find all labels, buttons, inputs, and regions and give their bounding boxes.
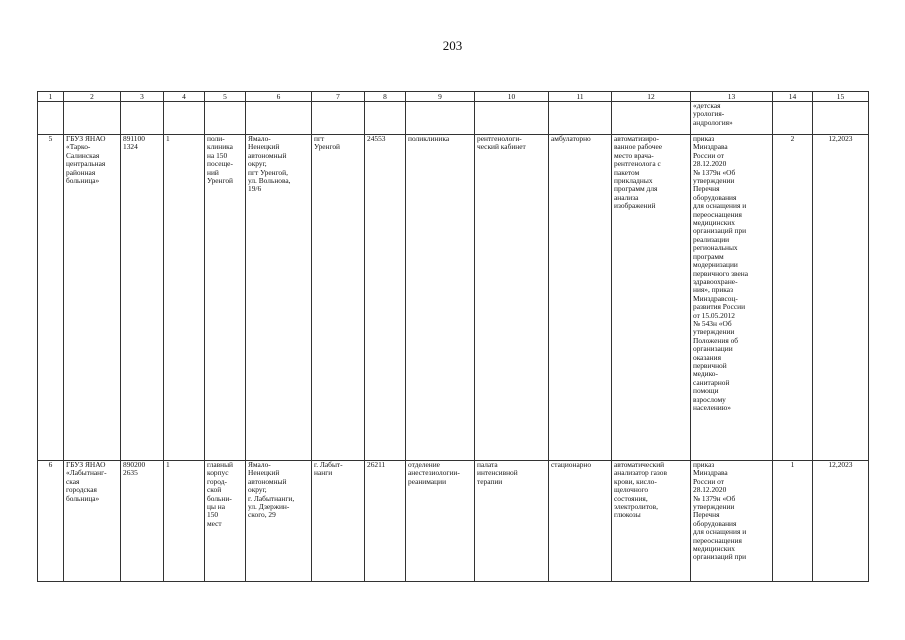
legal-basis-cell: «детская урология- андрология»	[691, 102, 773, 135]
column-header: 2	[64, 92, 121, 102]
column-header: 1	[38, 92, 64, 102]
count-cell: 1	[164, 135, 205, 461]
table-cell	[121, 102, 164, 135]
department-cell: поликлиника	[406, 135, 475, 461]
care-type-cell: стационарно	[549, 461, 612, 582]
row-number-cell: 5	[38, 135, 64, 461]
legal-basis-cell: приказ Минздрава России от 28.12.2020 № 1379н «Об утверждении Перечня оборудования для оснащения и переоснащения медицинских организаций при	[691, 461, 773, 582]
table-cell	[365, 102, 406, 135]
table-row	[38, 461, 869, 582]
quantity-cell: 1	[773, 461, 813, 582]
organization-cell: ГБУЗ ЯНАО «Лабытнанг- ская городская больница»	[64, 461, 121, 582]
table-cell	[64, 102, 121, 135]
deadline-cell: 12,2023	[813, 461, 869, 582]
row-number-cell: 6	[38, 461, 64, 582]
table-cell	[773, 102, 813, 135]
column-header: 12	[612, 92, 691, 102]
column-header: 7	[312, 92, 365, 102]
legal-basis-cell: приказ Минздрава России от 28.12.2020 № 1379н «Об утверждении Перечня оборудования для оснащения и переоснащения медицинских организаций при реализации региональных программ модернизации первичного звена здравоохране- ния», приказ Минздравсоц- развития России от 15.05.2012 № 543н «Об утверждении Положения об организации оказания первичной медико- санитарной помощи взрослому населению»	[691, 135, 773, 461]
settlement-cell: пгт Уренгой	[312, 135, 365, 461]
column-header: 9	[406, 92, 475, 102]
column-header: 13	[691, 92, 773, 102]
address-cell: Ямало- Ненецкий автономный округ, пгт Уренгой, ул. Вольнова, 19/6	[246, 135, 312, 461]
quantity-cell: 2	[773, 135, 813, 461]
table-cell	[475, 102, 549, 135]
organization-cell: ГБУЗ ЯНАО «Тарко- Салинская центральная районная больница»	[64, 135, 121, 461]
settlement-code-cell: 26211	[365, 461, 406, 582]
code-cell: 891100 1324	[121, 135, 164, 461]
column-header: 3	[121, 92, 164, 102]
column-header: 11	[549, 92, 612, 102]
table-cell	[549, 102, 612, 135]
table-cell	[205, 102, 246, 135]
column-header: 4	[164, 92, 205, 102]
column-header: 8	[365, 92, 406, 102]
address-cell: Ямало- Ненецкий автономный округ, г. Лабытнанги, ул. Дзержин- ского, 29	[246, 461, 312, 582]
table-cell	[38, 102, 64, 135]
table-cell	[406, 102, 475, 135]
room-cell: палата интенсивной терапии	[475, 461, 549, 582]
column-number-row	[38, 92, 869, 102]
table-cell	[813, 102, 869, 135]
table-cell	[246, 102, 312, 135]
column-header: 10	[475, 92, 549, 102]
equipment-cell: автоматический анализатор газов крови, кисло- щелочного состояния, электролитов, глюкозы	[612, 461, 691, 582]
table-cell	[312, 102, 365, 135]
table-row	[38, 135, 869, 461]
count-cell: 1	[164, 461, 205, 582]
facility-cell: главный корпус город- ской больни- цы на 150 мест	[205, 461, 246, 582]
column-header: 14	[773, 92, 813, 102]
equipment-cell: автоматизиро- ванное рабочее место врача- рентгенолога с пакетом прикладных программ для анализа изображений	[612, 135, 691, 461]
settlement-cell: г. Лабыт- нанги	[312, 461, 365, 582]
table-cell	[612, 102, 691, 135]
care-type-cell: амбулаторно	[549, 135, 612, 461]
room-cell: рентгенологи- ческий кабинет	[475, 135, 549, 461]
department-cell: отделение анестезиологии- реанимации	[406, 461, 475, 582]
code-cell: 890200 2635	[121, 461, 164, 582]
table-cell	[164, 102, 205, 135]
continuation-row	[38, 102, 869, 135]
settlement-code-cell: 24553	[365, 135, 406, 461]
column-header: 5	[205, 92, 246, 102]
equipment-table	[37, 91, 869, 582]
column-header: 6	[246, 92, 312, 102]
facility-cell: поли- клиника на 150 посеще- ний Уренгой	[205, 135, 246, 461]
deadline-cell: 12,2023	[813, 135, 869, 461]
column-header: 15	[813, 92, 869, 102]
page-number: 203	[442, 38, 463, 53]
